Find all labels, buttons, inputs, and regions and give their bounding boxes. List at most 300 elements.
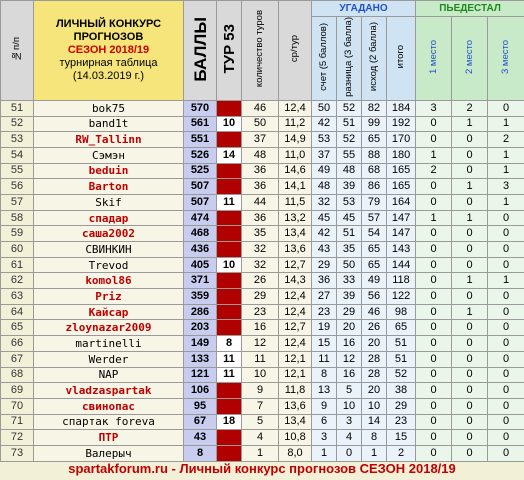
outcome-guessed: 10 xyxy=(362,398,387,414)
points-value: 507 xyxy=(184,194,217,210)
diff-guessed: 53 xyxy=(337,194,362,210)
score-guessed: 13 xyxy=(312,383,337,399)
place3-count: 0 xyxy=(488,100,524,116)
score-guessed: 1 xyxy=(312,445,337,461)
guessed-group-label: УГАДАНО xyxy=(339,2,388,14)
score-guessed: 15 xyxy=(312,336,337,352)
outcome-guessed: 82 xyxy=(362,100,387,116)
avg-value: 12,4 xyxy=(279,289,312,305)
col-header-avg xyxy=(279,1,312,101)
diff-header-label: разница (3 балла) xyxy=(343,17,355,97)
diff-guessed: 50 xyxy=(337,257,362,273)
tours-count: 32 xyxy=(242,257,279,273)
points-value: 133 xyxy=(184,351,217,367)
outcome-guessed: 54 xyxy=(362,226,387,242)
outcome-guessed: 26 xyxy=(362,320,387,336)
tour-points xyxy=(217,430,242,446)
place1-count: 0 xyxy=(416,116,452,132)
tour-header-label: ТУР 53 xyxy=(220,24,238,74)
total-guessed: 52 xyxy=(387,367,416,383)
place3-count: 0 xyxy=(488,445,524,461)
total-guessed: 122 xyxy=(387,289,416,305)
player-name: саша2002 xyxy=(34,226,184,242)
points-value: 507 xyxy=(184,179,217,195)
place3-count: 0 xyxy=(488,430,524,446)
table-row xyxy=(1,430,524,446)
place3-count: 1 xyxy=(488,163,524,179)
place3-count: 0 xyxy=(488,304,524,320)
points-value: 359 xyxy=(184,289,217,305)
season-label: СЕЗОН 2018/19 xyxy=(67,43,150,56)
total-guessed: 2 xyxy=(387,445,416,461)
tour-points: 11 xyxy=(217,367,242,383)
place1-count: 0 xyxy=(416,367,452,383)
diff-guessed: 51 xyxy=(337,116,362,132)
table-row xyxy=(1,242,524,258)
tour-points: 11 xyxy=(217,351,242,367)
diff-guessed: 29 xyxy=(337,304,362,320)
total-guessed: 23 xyxy=(387,414,416,430)
outcome-guessed: 20 xyxy=(362,336,387,352)
col-header-tours-count xyxy=(242,1,279,101)
player-name: Trevod xyxy=(34,257,184,273)
player-name: СВИНКИН xyxy=(34,242,184,258)
title-line-1: ЛИЧНЫЙ КОНКУРС xyxy=(55,17,162,30)
diff-guessed: 45 xyxy=(337,210,362,226)
table-title-block xyxy=(34,1,184,101)
place2-count: 0 xyxy=(452,289,488,305)
tour-points xyxy=(217,226,242,242)
table-row xyxy=(1,273,524,289)
place2-count: 0 xyxy=(452,257,488,273)
row-number: 70 xyxy=(1,398,34,414)
col-header-tour xyxy=(217,1,242,101)
tours-count: 36 xyxy=(242,210,279,226)
points-value: 106 xyxy=(184,383,217,399)
tours-count: 32 xyxy=(242,242,279,258)
total-guessed: 170 xyxy=(387,132,416,148)
row-number: 71 xyxy=(1,414,34,430)
avg-value: 14,6 xyxy=(279,163,312,179)
table-row xyxy=(1,383,524,399)
place1-count: 0 xyxy=(416,383,452,399)
pedestal-group-label: ПЬЕДЕСТАЛ xyxy=(439,2,501,14)
tours-count: 4 xyxy=(242,430,279,446)
row-number: 63 xyxy=(1,289,34,305)
score-guessed: 36 xyxy=(312,273,337,289)
player-name: свинопас xyxy=(34,398,184,414)
avg-value: 14,9 xyxy=(279,132,312,148)
place3-count: 0 xyxy=(488,367,524,383)
points-value: 121 xyxy=(184,367,217,383)
tours-count: 37 xyxy=(242,132,279,148)
points-value: 8 xyxy=(184,445,217,461)
score-guessed: 3 xyxy=(312,430,337,446)
score-guessed: 37 xyxy=(312,147,337,163)
place2-count: 1 xyxy=(452,116,488,132)
outcome-guessed: 8 xyxy=(362,430,387,446)
player-name: Сэмэн xyxy=(34,147,184,163)
points-value: 551 xyxy=(184,132,217,148)
avg-value: 12,1 xyxy=(279,367,312,383)
place3-count: 1 xyxy=(488,273,524,289)
tour-points xyxy=(217,289,242,305)
player-name: beduin xyxy=(34,163,184,179)
tour-points: 18 xyxy=(217,414,242,430)
diff-guessed: 48 xyxy=(337,163,362,179)
tours-count: 9 xyxy=(242,383,279,399)
score-guessed: 23 xyxy=(312,304,337,320)
subtitle-date: (14.03.2019 г.) xyxy=(72,69,145,82)
place1-count: 0 xyxy=(416,336,452,352)
guessed-group-header xyxy=(312,1,416,17)
tour-points xyxy=(217,320,242,336)
place2-count: 0 xyxy=(452,320,488,336)
diff-guessed: 5 xyxy=(337,383,362,399)
total-guessed: 15 xyxy=(387,430,416,446)
place3-count: 1 xyxy=(488,194,524,210)
points-value: 570 xyxy=(184,100,217,116)
avg-value: 12,7 xyxy=(279,320,312,336)
table-row xyxy=(1,132,524,148)
player-name: ПТР xyxy=(34,430,184,446)
points-value: 405 xyxy=(184,257,217,273)
player-name: Skif xyxy=(34,194,184,210)
col-header-points xyxy=(184,1,217,101)
place1-count: 2 xyxy=(416,163,452,179)
points-value: 474 xyxy=(184,210,217,226)
score-guessed: 9 xyxy=(312,398,337,414)
diff-guessed: 12 xyxy=(337,351,362,367)
player-name: Валерыч xyxy=(34,445,184,461)
avg-header-label: ср/тур xyxy=(289,35,301,63)
avg-value: 11,0 xyxy=(279,147,312,163)
points-value: 561 xyxy=(184,116,217,132)
table-row xyxy=(1,100,524,116)
total-guessed: 143 xyxy=(387,242,416,258)
tour-points xyxy=(217,179,242,195)
place3-count: 0 xyxy=(488,289,524,305)
score-guessed: 43 xyxy=(312,242,337,258)
place1-header-label: 1 место xyxy=(427,39,439,74)
place1-count: 0 xyxy=(416,179,452,195)
tours-count: 36 xyxy=(242,179,279,195)
tours-count: 26 xyxy=(242,273,279,289)
tours-count-header-label: количество туров xyxy=(254,10,266,88)
row-number: 60 xyxy=(1,242,34,258)
score-guessed: 49 xyxy=(312,163,337,179)
player-name: Priz xyxy=(34,289,184,305)
player-name: Barton xyxy=(34,179,184,195)
avg-value: 10,8 xyxy=(279,430,312,446)
place2-count: 1 xyxy=(452,179,488,195)
score-guessed: 48 xyxy=(312,179,337,195)
place1-count: 0 xyxy=(416,226,452,242)
row-number: 53 xyxy=(1,132,34,148)
tours-count: 35 xyxy=(242,226,279,242)
points-value: 203 xyxy=(184,320,217,336)
place2-count: 0 xyxy=(452,367,488,383)
score-guessed: 42 xyxy=(312,116,337,132)
diff-guessed: 39 xyxy=(337,289,362,305)
total-guessed: 165 xyxy=(387,179,416,195)
place3-count: 0 xyxy=(488,257,524,273)
place1-count: 3 xyxy=(416,100,452,116)
outcome-guessed: 28 xyxy=(362,367,387,383)
avg-value: 12,7 xyxy=(279,257,312,273)
place2-count: 1 xyxy=(452,304,488,320)
place2-count: 1 xyxy=(452,210,488,226)
place2-count: 0 xyxy=(452,163,488,179)
total-guessed: 192 xyxy=(387,116,416,132)
diff-guessed: 33 xyxy=(337,273,362,289)
diff-guessed: 10 xyxy=(337,398,362,414)
table-row xyxy=(1,163,524,179)
table-row xyxy=(1,116,524,132)
table-row xyxy=(1,194,524,210)
diff-guessed: 55 xyxy=(337,147,362,163)
place3-count: 1 xyxy=(488,147,524,163)
place3-count: 0 xyxy=(488,398,524,414)
total-guessed: 164 xyxy=(387,194,416,210)
total-guessed: 38 xyxy=(387,383,416,399)
diff-guessed: 3 xyxy=(337,414,362,430)
place3-count: 2 xyxy=(488,132,524,148)
col-header-place1 xyxy=(416,17,452,101)
tour-points xyxy=(217,398,242,414)
col-header-score xyxy=(312,17,337,101)
outcome-guessed: 1 xyxy=(362,445,387,461)
place2-count: 0 xyxy=(452,132,488,148)
avg-value: 11,8 xyxy=(279,383,312,399)
row-number: 51 xyxy=(1,100,34,116)
diff-guessed: 16 xyxy=(337,367,362,383)
row-number: 56 xyxy=(1,179,34,195)
total-guessed: 147 xyxy=(387,210,416,226)
place1-count: 0 xyxy=(416,414,452,430)
outcome-guessed: 79 xyxy=(362,194,387,210)
tours-count: 46 xyxy=(242,100,279,116)
tours-count: 7 xyxy=(242,398,279,414)
row-number: 64 xyxy=(1,304,34,320)
player-name: NAP xyxy=(34,367,184,383)
avg-value: 13,4 xyxy=(279,226,312,242)
row-number: 73 xyxy=(1,445,34,461)
score-guessed: 6 xyxy=(312,414,337,430)
total-guessed: 29 xyxy=(387,398,416,414)
row-number: 66 xyxy=(1,336,34,352)
tour-points xyxy=(217,100,242,116)
place1-count: 0 xyxy=(416,398,452,414)
place2-count: 0 xyxy=(452,242,488,258)
player-name: vladzaspartak xyxy=(34,383,184,399)
diff-guessed: 0 xyxy=(337,445,362,461)
footer-caption: spartakforum.ru - Личный конкурс прогнозов СЕЗОН 2018/19 xyxy=(68,461,456,476)
avg-value: 12,4 xyxy=(279,100,312,116)
player-name: band1t xyxy=(34,116,184,132)
outcome-guessed: 65 xyxy=(362,257,387,273)
total-guessed: 98 xyxy=(387,304,416,320)
avg-value: 11,2 xyxy=(279,116,312,132)
place1-count: 0 xyxy=(416,351,452,367)
points-value: 286 xyxy=(184,304,217,320)
place1-count: 0 xyxy=(416,257,452,273)
score-guessed: 53 xyxy=(312,132,337,148)
place3-count: 0 xyxy=(488,351,524,367)
points-value: 149 xyxy=(184,336,217,352)
row-number: 54 xyxy=(1,147,34,163)
place3-count: 0 xyxy=(488,242,524,258)
total-guessed: 165 xyxy=(387,163,416,179)
player-name: спартак foreva xyxy=(34,414,184,430)
place2-count: 1 xyxy=(452,273,488,289)
table-row xyxy=(1,226,524,242)
place3-count: 1 xyxy=(488,116,524,132)
tour-points xyxy=(217,163,242,179)
score-guessed: 45 xyxy=(312,210,337,226)
player-name: zloynazar2009 xyxy=(34,320,184,336)
outcome-guessed: 20 xyxy=(362,383,387,399)
tour-points: 14 xyxy=(217,147,242,163)
total-guessed: 118 xyxy=(387,273,416,289)
tours-count: 11 xyxy=(242,351,279,367)
diff-guessed: 4 xyxy=(337,430,362,446)
player-name: Кайсар xyxy=(34,304,184,320)
place1-count: 0 xyxy=(416,194,452,210)
place2-count: 0 xyxy=(452,414,488,430)
points-value: 468 xyxy=(184,226,217,242)
tour-points: 10 xyxy=(217,116,242,132)
tour-points xyxy=(217,242,242,258)
tours-count: 23 xyxy=(242,304,279,320)
player-name: martinelli xyxy=(34,336,184,352)
col-header-place3 xyxy=(488,17,524,101)
tours-count: 50 xyxy=(242,116,279,132)
points-header-label: БАЛЛЫ xyxy=(190,16,210,82)
row-number: 52 xyxy=(1,116,34,132)
place1-count: 0 xyxy=(416,132,452,148)
row-number: 58 xyxy=(1,210,34,226)
outcome-guessed: 65 xyxy=(362,242,387,258)
avg-value: 13,6 xyxy=(279,398,312,414)
place2-count: 0 xyxy=(452,383,488,399)
points-value: 526 xyxy=(184,147,217,163)
avg-value: 14,3 xyxy=(279,273,312,289)
table-row xyxy=(1,398,524,414)
title-line-2: ПРОГНОЗОВ xyxy=(73,30,144,43)
total-guessed: 184 xyxy=(387,100,416,116)
tours-count: 29 xyxy=(242,289,279,305)
diff-guessed: 52 xyxy=(337,132,362,148)
total-guessed: 51 xyxy=(387,351,416,367)
tour-points xyxy=(217,210,242,226)
place1-count: 0 xyxy=(416,289,452,305)
place2-count: 0 xyxy=(452,351,488,367)
outcome-header-label: исход (2 балла) xyxy=(368,22,380,92)
pedestal-group-header xyxy=(416,1,524,17)
place2-count: 0 xyxy=(452,226,488,242)
total-header-label: итого xyxy=(395,45,407,69)
avg-value: 12,1 xyxy=(279,351,312,367)
outcome-guessed: 68 xyxy=(362,163,387,179)
table-row xyxy=(1,210,524,226)
total-guessed: 51 xyxy=(387,336,416,352)
table-row xyxy=(1,414,524,430)
place3-count: 0 xyxy=(488,336,524,352)
total-guessed: 147 xyxy=(387,226,416,242)
total-guessed: 180 xyxy=(387,147,416,163)
place1-count: 0 xyxy=(416,273,452,289)
col-header-outcome xyxy=(362,17,387,101)
place3-header-label: 3 место xyxy=(500,39,512,74)
score-guessed: 11 xyxy=(312,351,337,367)
score-guessed: 27 xyxy=(312,289,337,305)
score-guessed: 42 xyxy=(312,226,337,242)
diff-guessed: 16 xyxy=(337,336,362,352)
row-number: 59 xyxy=(1,226,34,242)
place1-count: 0 xyxy=(416,242,452,258)
tours-count: 10 xyxy=(242,367,279,383)
avg-value: 13,4 xyxy=(279,414,312,430)
tour-points: 10 xyxy=(217,257,242,273)
row-number: 67 xyxy=(1,351,34,367)
number-header-label: №п/п xyxy=(11,36,23,61)
total-guessed: 144 xyxy=(387,257,416,273)
row-number: 72 xyxy=(1,430,34,446)
player-name: спадар xyxy=(34,210,184,226)
score-guessed: 8 xyxy=(312,367,337,383)
player-name: bok75 xyxy=(34,100,184,116)
diff-guessed: 52 xyxy=(337,100,362,116)
outcome-guessed: 99 xyxy=(362,116,387,132)
place3-count: 0 xyxy=(488,210,524,226)
place2-header-label: 2 место xyxy=(463,39,475,74)
table-row xyxy=(1,289,524,305)
place3-count: 3 xyxy=(488,179,524,195)
score-guessed: 29 xyxy=(312,257,337,273)
place2-count: 0 xyxy=(452,398,488,414)
points-value: 67 xyxy=(184,414,217,430)
outcome-guessed: 49 xyxy=(362,273,387,289)
tours-count: 36 xyxy=(242,163,279,179)
avg-value: 13,2 xyxy=(279,210,312,226)
player-name: RW_Tallinn xyxy=(34,132,184,148)
points-value: 525 xyxy=(184,163,217,179)
col-header-total xyxy=(387,17,416,101)
place3-count: 0 xyxy=(488,383,524,399)
outcome-guessed: 88 xyxy=(362,147,387,163)
place3-count: 0 xyxy=(488,414,524,430)
place2-count: 0 xyxy=(452,430,488,446)
diff-guessed: 51 xyxy=(337,226,362,242)
avg-value: 13,6 xyxy=(279,242,312,258)
place1-count: 0 xyxy=(416,320,452,336)
avg-value: 12,4 xyxy=(279,304,312,320)
diff-guessed: 39 xyxy=(337,179,362,195)
avg-value: 8,0 xyxy=(279,445,312,461)
row-number: 62 xyxy=(1,273,34,289)
outcome-guessed: 14 xyxy=(362,414,387,430)
outcome-guessed: 56 xyxy=(362,289,387,305)
tour-points: 11 xyxy=(217,194,242,210)
score-guessed: 19 xyxy=(312,320,337,336)
tours-count: 48 xyxy=(242,147,279,163)
score-guessed: 50 xyxy=(312,100,337,116)
tours-count: 12 xyxy=(242,336,279,352)
row-number: 61 xyxy=(1,257,34,273)
points-value: 436 xyxy=(184,242,217,258)
place2-count: 0 xyxy=(452,336,488,352)
